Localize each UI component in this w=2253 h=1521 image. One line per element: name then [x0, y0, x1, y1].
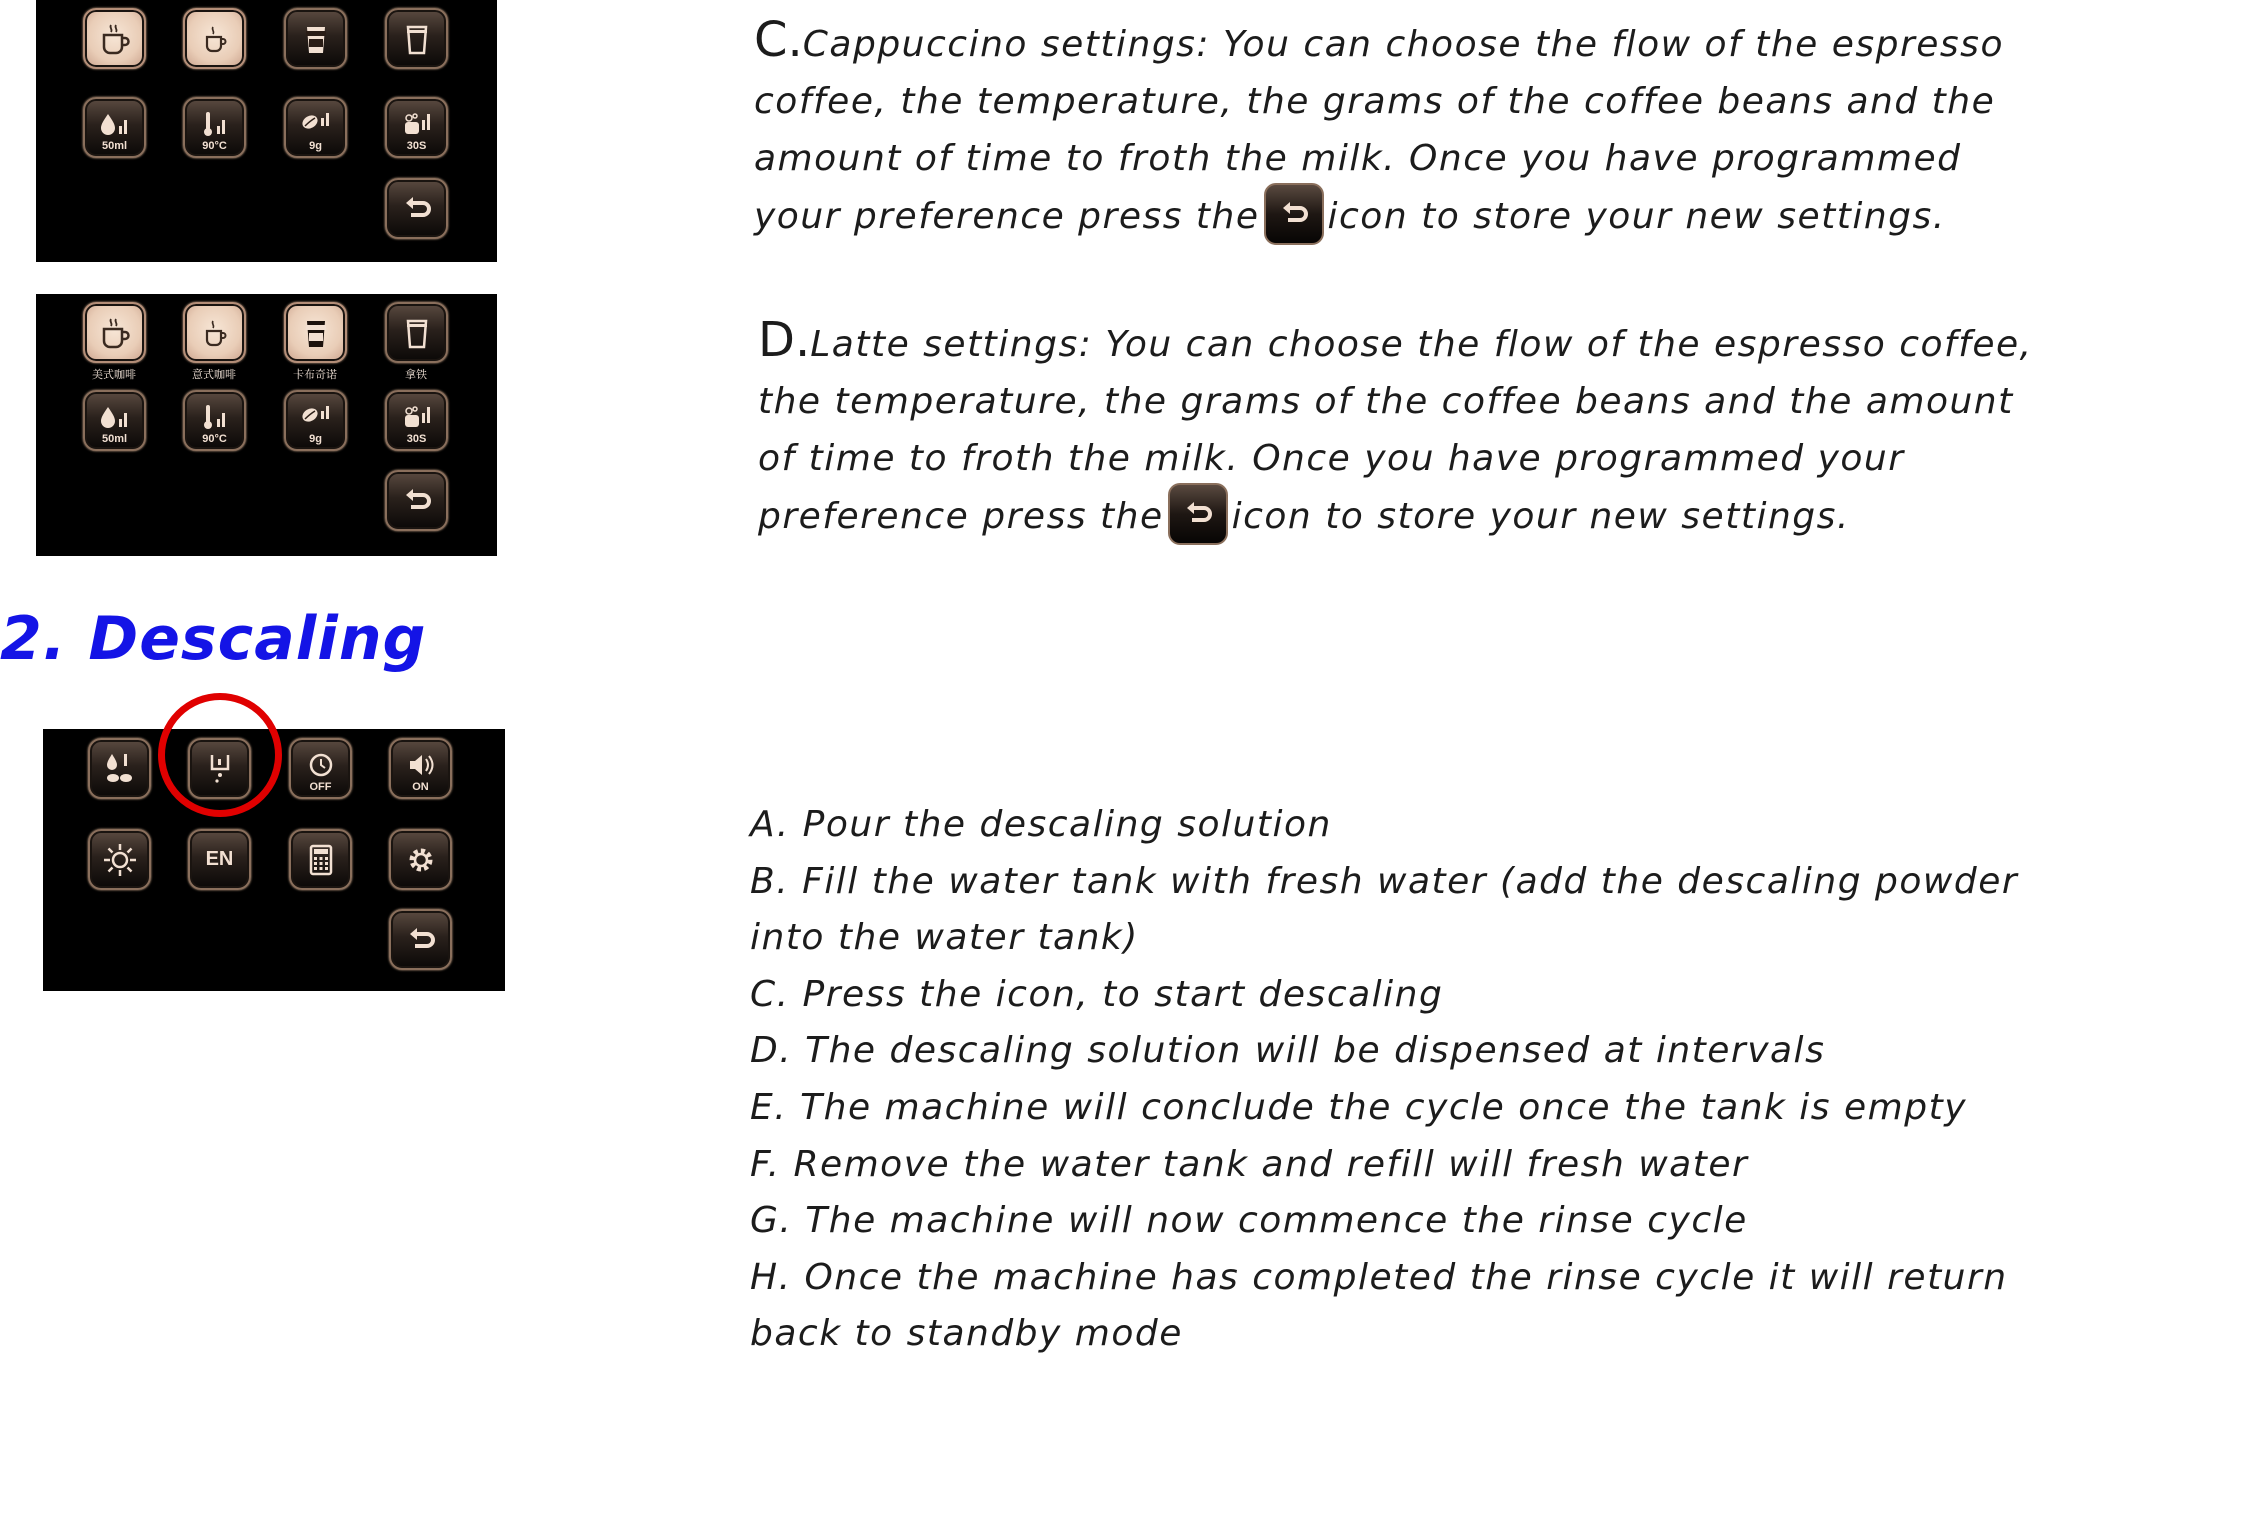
espresso-drink-button[interactable]: [183, 302, 246, 363]
brightness-button[interactable]: [88, 829, 151, 890]
cappuccino-text: your preference press the: [754, 196, 1260, 237]
back-button[interactable]: [385, 178, 448, 239]
cappuccino-drink-button[interactable]: [284, 8, 347, 69]
latte-line-1: [758, 312, 2238, 373]
froth-time-value: 30S: [406, 140, 427, 152]
return-arrow-icon: [397, 481, 437, 521]
calculator-icon: [301, 840, 341, 880]
water-volume-value: 50ml: [101, 140, 128, 152]
latte-instructions: [758, 312, 2238, 549]
list-item: F. Remove the water tank and refill will fresh water: [750, 1143, 1749, 1185]
sound-state: ON: [412, 781, 429, 793]
cappuccino-letter: C.: [754, 12, 803, 68]
list-item: E. The machine will conclude the cycle once the tank is empty: [750, 1086, 1967, 1128]
cappuccino-instructions: [754, 12, 2234, 249]
latte-line-3: of time to froth the milk. Once you have programmed your: [758, 438, 1905, 479]
temperature-button[interactable]: [183, 97, 246, 158]
americano-drink-button[interactable]: [83, 302, 146, 363]
espresso-cup-icon: [195, 313, 235, 353]
back-button[interactable]: [389, 909, 452, 970]
gear-icon: [401, 840, 441, 880]
latte-line-2: the temperature, the grams of the coffee beans and the amount: [758, 381, 2014, 422]
descaling-highlight-circle: [158, 693, 282, 817]
water-bean-settings-button[interactable]: [88, 738, 151, 799]
latte-text: icon to store your new settings.: [1231, 496, 1850, 537]
latte-drink-button[interactable]: [385, 302, 448, 363]
bean-grams-button[interactable]: [284, 390, 347, 451]
cappuccino-cup-icon: [296, 19, 336, 59]
latte-glass-icon: [397, 313, 437, 353]
timer-state: OFF: [309, 781, 332, 793]
cappuccino-text: Cappuccino settings: You can choose the flow of the espresso: [802, 24, 2004, 65]
list-item: H. Once the machine has completed the rinse cycle it will return: [750, 1256, 2008, 1298]
temperature-button[interactable]: [183, 390, 246, 451]
cappuccino-drink-button[interactable]: [284, 302, 347, 363]
froth-time-button[interactable]: [385, 390, 448, 451]
water-volume-button[interactable]: [83, 97, 146, 158]
coffee-cup-icon: [95, 313, 135, 353]
return-arrow-icon: [1264, 183, 1324, 245]
latte-letter: D.: [758, 312, 811, 368]
return-arrow-icon: [397, 189, 437, 229]
settings-button[interactable]: [389, 829, 452, 890]
water-volume-button[interactable]: [83, 390, 146, 451]
latte-glass-icon: [397, 19, 437, 59]
bean-grams-button[interactable]: [284, 97, 347, 158]
americano-drink-button[interactable]: [83, 8, 146, 69]
calculator-button[interactable]: [289, 829, 352, 890]
latte-label: 拿铁: [405, 368, 427, 381]
descaling-steps-list: [750, 797, 2170, 1363]
latte-text: Latte settings: You can choose the flow of the espresso coffee,: [810, 324, 2033, 365]
espresso-drink-button[interactable]: [183, 8, 246, 69]
list-item: back to standby mode: [750, 1313, 1183, 1355]
list-item: B. Fill the water tank with fresh water (add the descaling powder: [750, 860, 2019, 902]
return-arrow-icon: [1168, 483, 1228, 545]
sound-button[interactable]: [389, 738, 452, 799]
list-item: into the water tank): [750, 917, 1139, 959]
latte-settings-screen: [36, 294, 497, 556]
cappuccino-text: icon to store your new settings.: [1327, 196, 1946, 237]
water-volume-value: 50ml: [101, 433, 128, 445]
froth-time-button[interactable]: [385, 97, 448, 158]
cappuccino-settings-screen: [36, 0, 497, 262]
return-arrow-icon: [401, 920, 441, 960]
language-button[interactable]: [188, 829, 251, 890]
cappuccino-line-3: amount of time to froth the milk. Once you have programmed: [754, 138, 1962, 179]
bean-grams-value: 9g: [309, 433, 322, 445]
cappuccino-cup-icon: [296, 313, 336, 353]
latte-text: preference press the: [758, 496, 1164, 537]
cappuccino-line-1: [754, 12, 2234, 73]
cappuccino-line-4: [754, 187, 2234, 249]
list-item: D. The descaling solution will be dispensed at intervals: [750, 1030, 1826, 1072]
language-label: EN: [205, 848, 234, 870]
latte-line-4: [758, 487, 2238, 549]
latte-drink-button[interactable]: [385, 8, 448, 69]
list-item: G. The machine will now commence the rinse cycle: [750, 1200, 1748, 1242]
sun-icon: [100, 840, 140, 880]
timer-button[interactable]: [289, 738, 352, 799]
cappuccino-label: 卡布奇诺: [293, 368, 337, 381]
back-button[interactable]: [385, 470, 448, 531]
list-item: C. Press the icon, to start descaling: [750, 973, 1444, 1015]
temperature-value: 90°C: [202, 433, 227, 445]
water-bean-icon: [100, 749, 140, 789]
espresso-label: 意式咖啡: [192, 368, 236, 381]
list-item: A. Pour the descaling solution: [750, 804, 1332, 845]
americano-label: 美式咖啡: [92, 368, 136, 381]
bean-grams-value: 9g: [309, 140, 322, 152]
descaling-heading: 2. Descaling: [0, 604, 427, 674]
froth-time-value: 30S: [406, 433, 427, 445]
temperature-value: 90°C: [202, 140, 227, 152]
coffee-cup-icon: [95, 19, 135, 59]
cappuccino-line-2: coffee, the temperature, the grams of the coffee beans and the: [754, 81, 1996, 122]
espresso-cup-icon: [195, 19, 235, 59]
